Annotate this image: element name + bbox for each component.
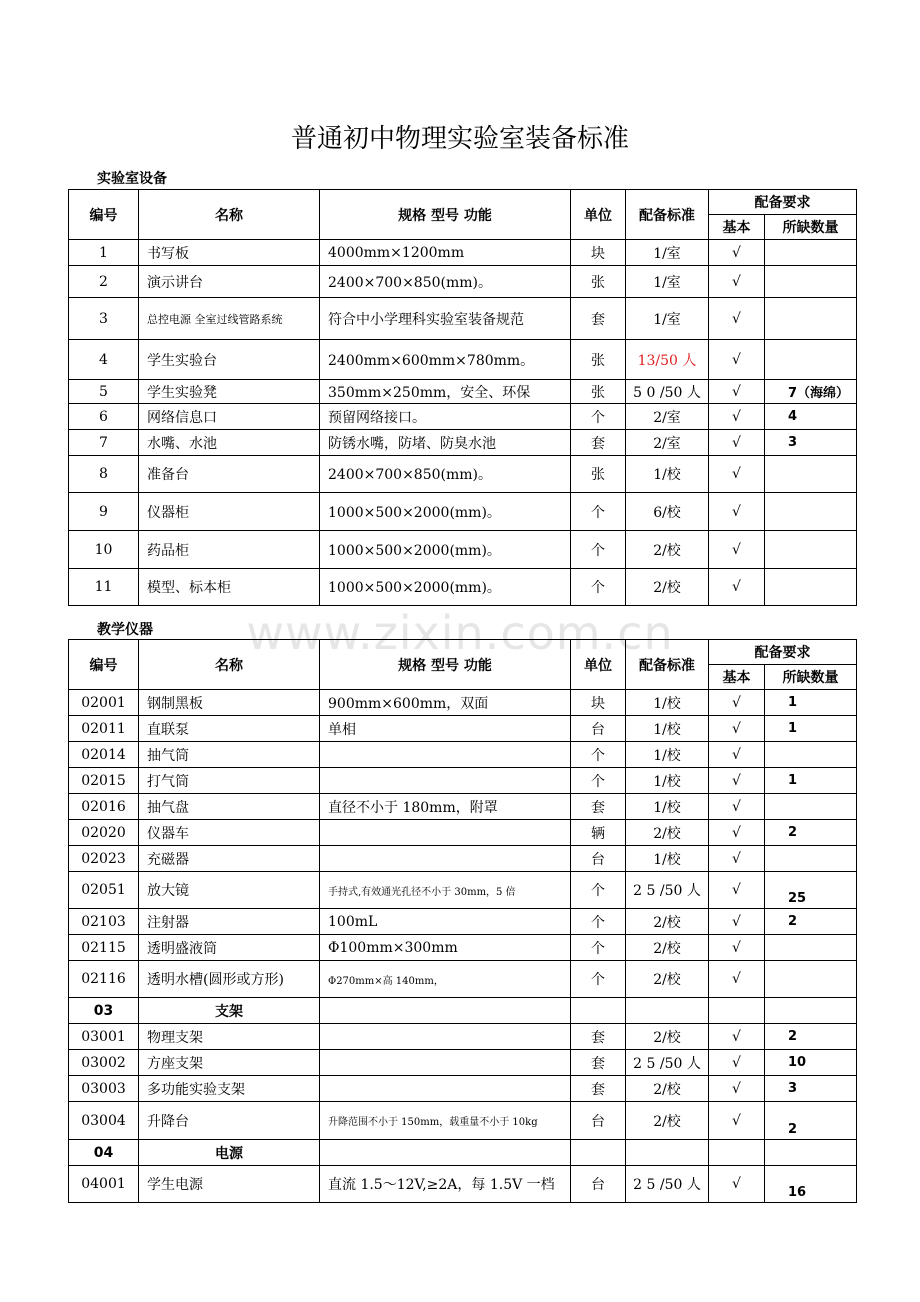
cell-unit: 块 xyxy=(571,690,626,716)
table-row xyxy=(69,456,857,493)
cell-lack: 7（海绵） xyxy=(765,380,857,404)
cell-standard: 5 0 /50 人 xyxy=(626,380,709,404)
cell-empty xyxy=(626,998,709,1024)
cell-standard: 2/校 xyxy=(626,569,709,606)
cell-unit: 个 xyxy=(571,961,626,998)
header-lack: 所缺数量 xyxy=(765,665,857,690)
table-row xyxy=(69,569,857,606)
cell-lack: 1 xyxy=(765,716,857,742)
cell-name: 网络信息口 xyxy=(139,404,320,430)
cell-spec: 350mm×250mm，安全、环保 xyxy=(320,380,571,404)
cell-num: 02023 xyxy=(69,846,139,872)
cell-unit: 套 xyxy=(571,1076,626,1102)
cell-name: 多功能实验支架 xyxy=(139,1076,320,1102)
cell-name: 放大镜 xyxy=(139,872,320,909)
table-row xyxy=(69,531,857,569)
cell-basic: √ xyxy=(709,961,765,998)
cell-empty xyxy=(709,1140,765,1166)
cell-num: 11 xyxy=(69,569,139,606)
cell-num: 03002 xyxy=(69,1050,139,1076)
cell-basic: √ xyxy=(709,846,765,872)
cell-standard: 2 5 /50 人 xyxy=(626,1166,709,1203)
cell-standard: 6/校 xyxy=(626,493,709,531)
cell-standard: 2/校 xyxy=(626,820,709,846)
cell-num: 5 xyxy=(69,380,139,404)
cell-basic: √ xyxy=(709,935,765,961)
cell-basic: √ xyxy=(709,1102,765,1140)
header-spec: 规格 型号 功能 xyxy=(320,640,571,690)
cell-num: 1 xyxy=(69,240,139,266)
cell-lack xyxy=(765,569,857,606)
cell-standard: 2/校 xyxy=(626,961,709,998)
cell-num: 03003 xyxy=(69,1076,139,1102)
cell-unit: 台 xyxy=(571,716,626,742)
cell-name: 学生电源 xyxy=(139,1166,320,1203)
cell-standard: 2 5 /50 人 xyxy=(626,1050,709,1076)
cell-standard: 2/校 xyxy=(626,1076,709,1102)
table-row xyxy=(69,742,857,768)
table-row xyxy=(69,266,857,298)
cell-empty xyxy=(765,998,857,1024)
cell-spec: 升降范围不小于 150mm，载重量不小于 10kg xyxy=(320,1102,571,1140)
cell-standard: 1/室 xyxy=(626,240,709,266)
cell-lack xyxy=(765,742,857,768)
cell-num: 02051 xyxy=(69,872,139,909)
cell-name: 注射器 xyxy=(139,909,320,935)
table-row xyxy=(69,998,857,1024)
header-standard: 配备标准 xyxy=(626,190,709,240)
cell-spec xyxy=(320,742,571,768)
table-row xyxy=(69,846,857,872)
cell-lack: 3 xyxy=(765,1076,857,1102)
cell-spec xyxy=(320,768,571,794)
cell-spec: 2400×700×850(mm)。 xyxy=(320,266,571,298)
cell-name: 学生实验凳 xyxy=(139,380,320,404)
cell-standard: 2/校 xyxy=(626,935,709,961)
cell-spec: 4000mm×1200mm xyxy=(320,240,571,266)
cell-name: 方座支架 xyxy=(139,1050,320,1076)
cell-name: 总控电源 全室过线管路系统 xyxy=(139,298,320,340)
cell-unit: 辆 xyxy=(571,820,626,846)
cell-lack xyxy=(765,961,857,998)
header-basic: 基本 xyxy=(709,665,765,690)
cell-empty xyxy=(571,998,626,1024)
cell-basic: √ xyxy=(709,340,765,380)
cell-standard: 2/校 xyxy=(626,531,709,569)
cell-num: 7 xyxy=(69,430,139,456)
header-unit: 单位 xyxy=(571,190,626,240)
lab-equipment-table xyxy=(68,189,857,606)
cell-lack xyxy=(765,266,857,298)
cell-unit: 个 xyxy=(571,531,626,569)
table-row xyxy=(69,404,857,430)
cell-name: 抽气盘 xyxy=(139,794,320,820)
cell-spec xyxy=(320,846,571,872)
cell-standard: 1/校 xyxy=(626,690,709,716)
cell-unit: 套 xyxy=(571,298,626,340)
cell-num: 02011 xyxy=(69,716,139,742)
cell-standard: 2/校 xyxy=(626,1102,709,1140)
cell-unit: 套 xyxy=(571,794,626,820)
cell-empty xyxy=(571,1140,626,1166)
cell-group-name: 支架 xyxy=(139,998,320,1024)
cell-spec: 符合中小学理科实验室装备规范 xyxy=(320,298,571,340)
cell-standard: 1/校 xyxy=(626,846,709,872)
table-row xyxy=(69,935,857,961)
cell-lack xyxy=(765,456,857,493)
cell-basic: √ xyxy=(709,380,765,404)
header-name: 名称 xyxy=(139,640,320,690)
cell-unit: 个 xyxy=(571,569,626,606)
cell-num: 03001 xyxy=(69,1024,139,1050)
cell-lack xyxy=(765,935,857,961)
cell-empty xyxy=(626,1140,709,1166)
cell-name: 仪器柜 xyxy=(139,493,320,531)
cell-basic: √ xyxy=(709,909,765,935)
cell-name: 书写板 xyxy=(139,240,320,266)
cell-num: 04001 xyxy=(69,1166,139,1203)
table-row xyxy=(69,690,857,716)
cell-basic: √ xyxy=(709,872,765,909)
cell-name: 透明水槽(圆形或方形) xyxy=(139,961,320,998)
cell-basic: √ xyxy=(709,716,765,742)
watermark: www.zixin.com.cn xyxy=(246,606,674,660)
cell-basic: √ xyxy=(709,240,765,266)
cell-standard: 13/50 人 xyxy=(626,340,709,380)
header-lack: 所缺数量 xyxy=(765,215,857,240)
cell-lack: 1 xyxy=(765,768,857,794)
cell-spec: 防锈水嘴，防堵、防臭水池 xyxy=(320,430,571,456)
cell-num: 02116 xyxy=(69,961,139,998)
cell-unit: 个 xyxy=(571,493,626,531)
table-row xyxy=(69,1166,857,1203)
cell-name: 仪器车 xyxy=(139,820,320,846)
cell-basic: √ xyxy=(709,1024,765,1050)
cell-unit: 套 xyxy=(571,1050,626,1076)
cell-standard: 2 5 /50 人 xyxy=(626,872,709,909)
cell-basic: √ xyxy=(709,266,765,298)
cell-unit: 个 xyxy=(571,404,626,430)
teaching-instruments-table xyxy=(68,639,857,1203)
cell-name: 药品柜 xyxy=(139,531,320,569)
cell-num: 03 xyxy=(69,998,139,1024)
cell-unit: 套 xyxy=(571,1024,626,1050)
cell-name: 透明盛液筒 xyxy=(139,935,320,961)
cell-spec: 直流 1.5～12V,≥2A，每 1.5V 一档 xyxy=(320,1166,571,1203)
section-label-lab-equipment: 实验室设备 xyxy=(97,171,167,187)
section-label-teaching-instruments: 教学仪器 xyxy=(97,622,153,638)
cell-basic: √ xyxy=(709,1166,765,1203)
cell-unit: 张 xyxy=(571,340,626,380)
cell-basic: √ xyxy=(709,456,765,493)
cell-spec: 单相 xyxy=(320,716,571,742)
header-spec: 规格 型号 功能 xyxy=(320,190,571,240)
cell-standard: 1/校 xyxy=(626,456,709,493)
cell-empty xyxy=(765,1140,857,1166)
cell-num: 9 xyxy=(69,493,139,531)
table-row xyxy=(69,1140,857,1166)
cell-spec: 直径不小于 180mm，附罩 xyxy=(320,794,571,820)
cell-num: 02020 xyxy=(69,820,139,846)
cell-name: 物理支架 xyxy=(139,1024,320,1050)
cell-num: 2 xyxy=(69,266,139,298)
cell-spec: 1000×500×2000(mm)。 xyxy=(320,493,571,531)
cell-name: 模型、标本柜 xyxy=(139,569,320,606)
cell-lack: 16 xyxy=(765,1166,857,1203)
table-row xyxy=(69,1102,857,1140)
cell-group-name: 电源 xyxy=(139,1140,320,1166)
cell-spec: Φ100mm×300mm xyxy=(320,935,571,961)
teaching-instruments-rows xyxy=(69,690,857,1203)
cell-spec xyxy=(320,1024,571,1050)
table-row xyxy=(69,768,857,794)
cell-unit: 张 xyxy=(571,266,626,298)
cell-standard: 1/校 xyxy=(626,794,709,820)
table-row xyxy=(69,380,857,404)
cell-standard: 1/室 xyxy=(626,266,709,298)
header-standard: 配备标准 xyxy=(626,640,709,690)
cell-basic: √ xyxy=(709,531,765,569)
cell-lack: 2 xyxy=(765,820,857,846)
cell-name: 准备台 xyxy=(139,456,320,493)
header-num: 编号 xyxy=(69,640,139,690)
lab-equipment-rows xyxy=(69,240,857,606)
page-title: 普通初中物理实验室装备标准 xyxy=(290,124,629,154)
cell-num: 6 xyxy=(69,404,139,430)
cell-name: 打气筒 xyxy=(139,768,320,794)
cell-standard: 2/室 xyxy=(626,404,709,430)
cell-spec xyxy=(320,1076,571,1102)
cell-lack: 2 xyxy=(765,1102,857,1140)
cell-spec: 1000×500×2000(mm)。 xyxy=(320,531,571,569)
table-row xyxy=(69,961,857,998)
cell-basic: √ xyxy=(709,742,765,768)
table-row xyxy=(69,794,857,820)
cell-lack xyxy=(765,493,857,531)
cell-name: 升降台 xyxy=(139,1102,320,1140)
cell-standard: 1/校 xyxy=(626,716,709,742)
cell-spec: 900mm×600mm，双面 xyxy=(320,690,571,716)
cell-lack: 2 xyxy=(765,909,857,935)
header-unit: 单位 xyxy=(571,640,626,690)
cell-num: 02115 xyxy=(69,935,139,961)
cell-lack xyxy=(765,298,857,340)
table-row xyxy=(69,1024,857,1050)
cell-basic: √ xyxy=(709,794,765,820)
cell-num: 02015 xyxy=(69,768,139,794)
cell-lack xyxy=(765,531,857,569)
cell-spec xyxy=(320,820,571,846)
cell-num: 4 xyxy=(69,340,139,380)
cell-num: 04 xyxy=(69,1140,139,1166)
cell-spec: 2400×700×850(mm)。 xyxy=(320,456,571,493)
header-requirement: 配备要求 xyxy=(709,190,857,215)
cell-name: 钢制黑板 xyxy=(139,690,320,716)
cell-lack: 2 xyxy=(765,1024,857,1050)
cell-name: 抽气筒 xyxy=(139,742,320,768)
cell-spec xyxy=(320,1050,571,1076)
table-row xyxy=(69,820,857,846)
cell-num: 10 xyxy=(69,531,139,569)
cell-num: 02103 xyxy=(69,909,139,935)
cell-num: 02016 xyxy=(69,794,139,820)
cell-lack xyxy=(765,794,857,820)
cell-unit: 个 xyxy=(571,742,626,768)
cell-lack xyxy=(765,846,857,872)
cell-unit: 张 xyxy=(571,380,626,404)
table-row xyxy=(69,1076,857,1102)
cell-lack: 4 xyxy=(765,404,857,430)
cell-name: 演示讲台 xyxy=(139,266,320,298)
cell-basic: √ xyxy=(709,820,765,846)
table-row xyxy=(69,240,857,266)
cell-empty xyxy=(320,1140,571,1166)
cell-spec: 1000×500×2000(mm)。 xyxy=(320,569,571,606)
cell-unit: 个 xyxy=(571,768,626,794)
cell-num: 02014 xyxy=(69,742,139,768)
cell-basic: √ xyxy=(709,569,765,606)
table-row xyxy=(69,430,857,456)
cell-empty xyxy=(709,998,765,1024)
cell-unit: 个 xyxy=(571,935,626,961)
header-name: 名称 xyxy=(139,190,320,240)
cell-basic: √ xyxy=(709,493,765,531)
cell-standard: 1/校 xyxy=(626,768,709,794)
table-row xyxy=(69,1050,857,1076)
cell-name: 水嘴、水池 xyxy=(139,430,320,456)
cell-lack: 1 xyxy=(765,690,857,716)
cell-basic: √ xyxy=(709,404,765,430)
header-num: 编号 xyxy=(69,190,139,240)
cell-standard: 2/室 xyxy=(626,430,709,456)
table-row xyxy=(69,298,857,340)
cell-basic: √ xyxy=(709,430,765,456)
cell-spec: 手持式,有效通光孔径不小于 30mm，5 倍 xyxy=(320,872,571,909)
cell-unit: 张 xyxy=(571,456,626,493)
cell-unit: 套 xyxy=(571,430,626,456)
cell-spec: 100mL xyxy=(320,909,571,935)
cell-lack xyxy=(765,240,857,266)
cell-standard: 2/校 xyxy=(626,909,709,935)
cell-empty xyxy=(320,998,571,1024)
table-row xyxy=(69,340,857,380)
cell-standard: 2/校 xyxy=(626,1024,709,1050)
cell-name: 充磁器 xyxy=(139,846,320,872)
cell-spec: Φ270mm×高 140mm， xyxy=(320,961,571,998)
table-row xyxy=(69,716,857,742)
cell-lack: 3 xyxy=(765,430,857,456)
cell-unit: 台 xyxy=(571,1102,626,1140)
cell-lack: 10 xyxy=(765,1050,857,1076)
cell-lack: 25 xyxy=(765,872,857,909)
cell-unit: 台 xyxy=(571,846,626,872)
cell-basic: √ xyxy=(709,298,765,340)
cell-unit: 个 xyxy=(571,872,626,909)
cell-basic: √ xyxy=(709,768,765,794)
table-row xyxy=(69,493,857,531)
cell-name: 学生实验台 xyxy=(139,340,320,380)
cell-num: 02001 xyxy=(69,690,139,716)
cell-standard: 1/室 xyxy=(626,298,709,340)
table-row xyxy=(69,909,857,935)
cell-basic: √ xyxy=(709,1050,765,1076)
cell-basic: √ xyxy=(709,690,765,716)
cell-num: 3 xyxy=(69,298,139,340)
header-basic: 基本 xyxy=(709,215,765,240)
header-requirement: 配备要求 xyxy=(709,640,857,665)
cell-num: 03004 xyxy=(69,1102,139,1140)
cell-spec: 预留网络接口。 xyxy=(320,404,571,430)
cell-lack xyxy=(765,340,857,380)
cell-unit: 个 xyxy=(571,909,626,935)
cell-standard: 1/校 xyxy=(626,742,709,768)
cell-basic: √ xyxy=(709,1076,765,1102)
cell-name: 直联泵 xyxy=(139,716,320,742)
cell-unit: 台 xyxy=(571,1166,626,1203)
cell-spec: 2400mm×600mm×780mm。 xyxy=(320,340,571,380)
cell-num: 8 xyxy=(69,456,139,493)
table-row xyxy=(69,872,857,909)
cell-unit: 块 xyxy=(571,240,626,266)
